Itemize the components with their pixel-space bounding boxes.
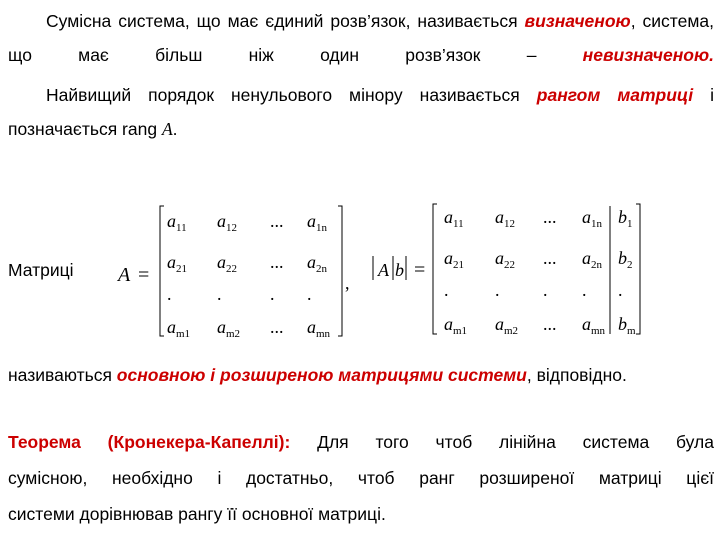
rank-symbol: A	[161, 119, 173, 139]
augmented-cell-4-1: $a_{m1}$	[444, 314, 468, 337]
augmented-cell-1-4: $a_{1n}$	[582, 207, 602, 230]
matrix-a-cell-2-2: $a_{22}$	[217, 252, 237, 275]
augmented-cell-1-1: $a_{11}$	[444, 207, 464, 230]
augmented-cell-4-5: $b_m$	[618, 314, 636, 337]
term-undetermined: невизначеною	[582, 45, 710, 65]
matrix-a-right-bracket	[338, 206, 342, 336]
theorem-line-3: системи дорівнював рангу її основної матриці.	[8, 504, 386, 524]
matrix-a-left-bracket	[160, 206, 164, 336]
matrix-a-cells	[167, 211, 331, 340]
matrix-a-cell-4-1: $a_{m1}$	[167, 317, 191, 340]
augmented-cell-1-3: ...	[543, 207, 557, 227]
augmented-cell-2-4: $a_{2n}$	[582, 248, 602, 271]
para1-text-1: Сумісна система, що має єдиний розв’язок, називається	[46, 11, 525, 31]
augmented-cell-2-1: $a_{21}$	[444, 248, 464, 271]
para1-end: .	[709, 45, 714, 65]
matrix-a-cell-3-3: .	[270, 284, 275, 304]
para1-comma: , система, що має більш ніж один розв’язок –	[8, 11, 714, 65]
matrix-a-cell-1-3: ...	[270, 211, 284, 231]
augmented-cell-4-3: ...	[543, 314, 557, 334]
augmented-cell-3-5: .	[618, 280, 623, 300]
matrix-a-cell-3-1: .	[167, 284, 172, 304]
matrix-a-cell-2-4: $a_{2n}$	[307, 252, 327, 275]
matrix-a-cell-4-2: $a_{m2}$	[217, 317, 241, 340]
term-determined: визначеною	[524, 11, 631, 31]
augmented-cell-3-2: .	[495, 280, 500, 300]
theorem-line-2: сумісною, необхідно і достатньо, чтоб ранг розширеної матриці цієї	[8, 468, 714, 488]
matrix-separator-comma: ,	[345, 273, 350, 293]
augmented-cell-1-2: $a_{12}$	[495, 207, 515, 230]
augmented-left-bracket	[433, 204, 437, 334]
matrix-a-cell-3-2: .	[217, 284, 222, 304]
augmented-right-bracket	[636, 204, 640, 334]
augmented-cell-2-3: ...	[543, 248, 557, 268]
matrix-a-equals: =	[138, 264, 150, 286]
paragraph-called	[8, 358, 714, 392]
matrix-a-cell-2-1: $a_{21}$	[167, 252, 187, 275]
augmented-name-a: A	[378, 260, 389, 280]
augmented-cell-2-5: $b_2$	[618, 248, 633, 271]
para2-end: .	[172, 119, 178, 139]
theorem-line-1	[8, 424, 714, 460]
augmented-cell-2-2: $a_{22}$	[495, 248, 515, 271]
theorem-title: Теорема (Кронекера-Капеллі):	[8, 432, 291, 452]
matrix-a-cell-4-3: ...	[270, 317, 284, 337]
theorem-block	[8, 424, 714, 532]
augmented-name-b: b	[395, 260, 404, 280]
theorem-body-1: Для того чтоб лінійна система була	[290, 432, 714, 452]
matrices-label: Матриці	[8, 260, 74, 280]
augmented-cell-4-4: $a_{mn}$	[582, 314, 606, 337]
augmented-cell-1-5: $b_1$	[618, 207, 633, 230]
para2-text-2: і позначається rang	[8, 85, 714, 139]
matrix-a-cell-4-4: $a_{mn}$	[307, 317, 331, 340]
augmented-cell-3-3: .	[543, 280, 548, 300]
augmented-matrix-cells	[444, 207, 636, 337]
matrix-a-cell-1-2: $a_{12}$	[217, 211, 237, 234]
term-basic-and-augmented: основною і розширеною матрицями системи	[116, 365, 527, 385]
para2-text-1: Найвищий порядок ненульового мінору називається	[46, 85, 537, 105]
augmented-cell-3-1: .	[444, 280, 449, 300]
augmented-cell-4-2: $a_{m2}$	[495, 314, 519, 337]
matrix-a-cell-1-1: $a_{11}$	[167, 211, 187, 234]
matrix-a-name: A	[118, 264, 131, 286]
matrix-a-cell-3-4: .	[307, 284, 312, 304]
matrix-a-cell-2-3: ...	[270, 252, 284, 272]
para3-text-1: називаються	[8, 365, 117, 385]
augmented-equals: =	[414, 259, 426, 281]
term-matrix-rank: рангом матриці	[536, 85, 694, 105]
para3-text-2: , відповідно.	[526, 365, 627, 385]
matrix-a-cell-1-4: $a_{1n}$	[307, 211, 327, 234]
augmented-cell-3-4: .	[582, 280, 587, 300]
